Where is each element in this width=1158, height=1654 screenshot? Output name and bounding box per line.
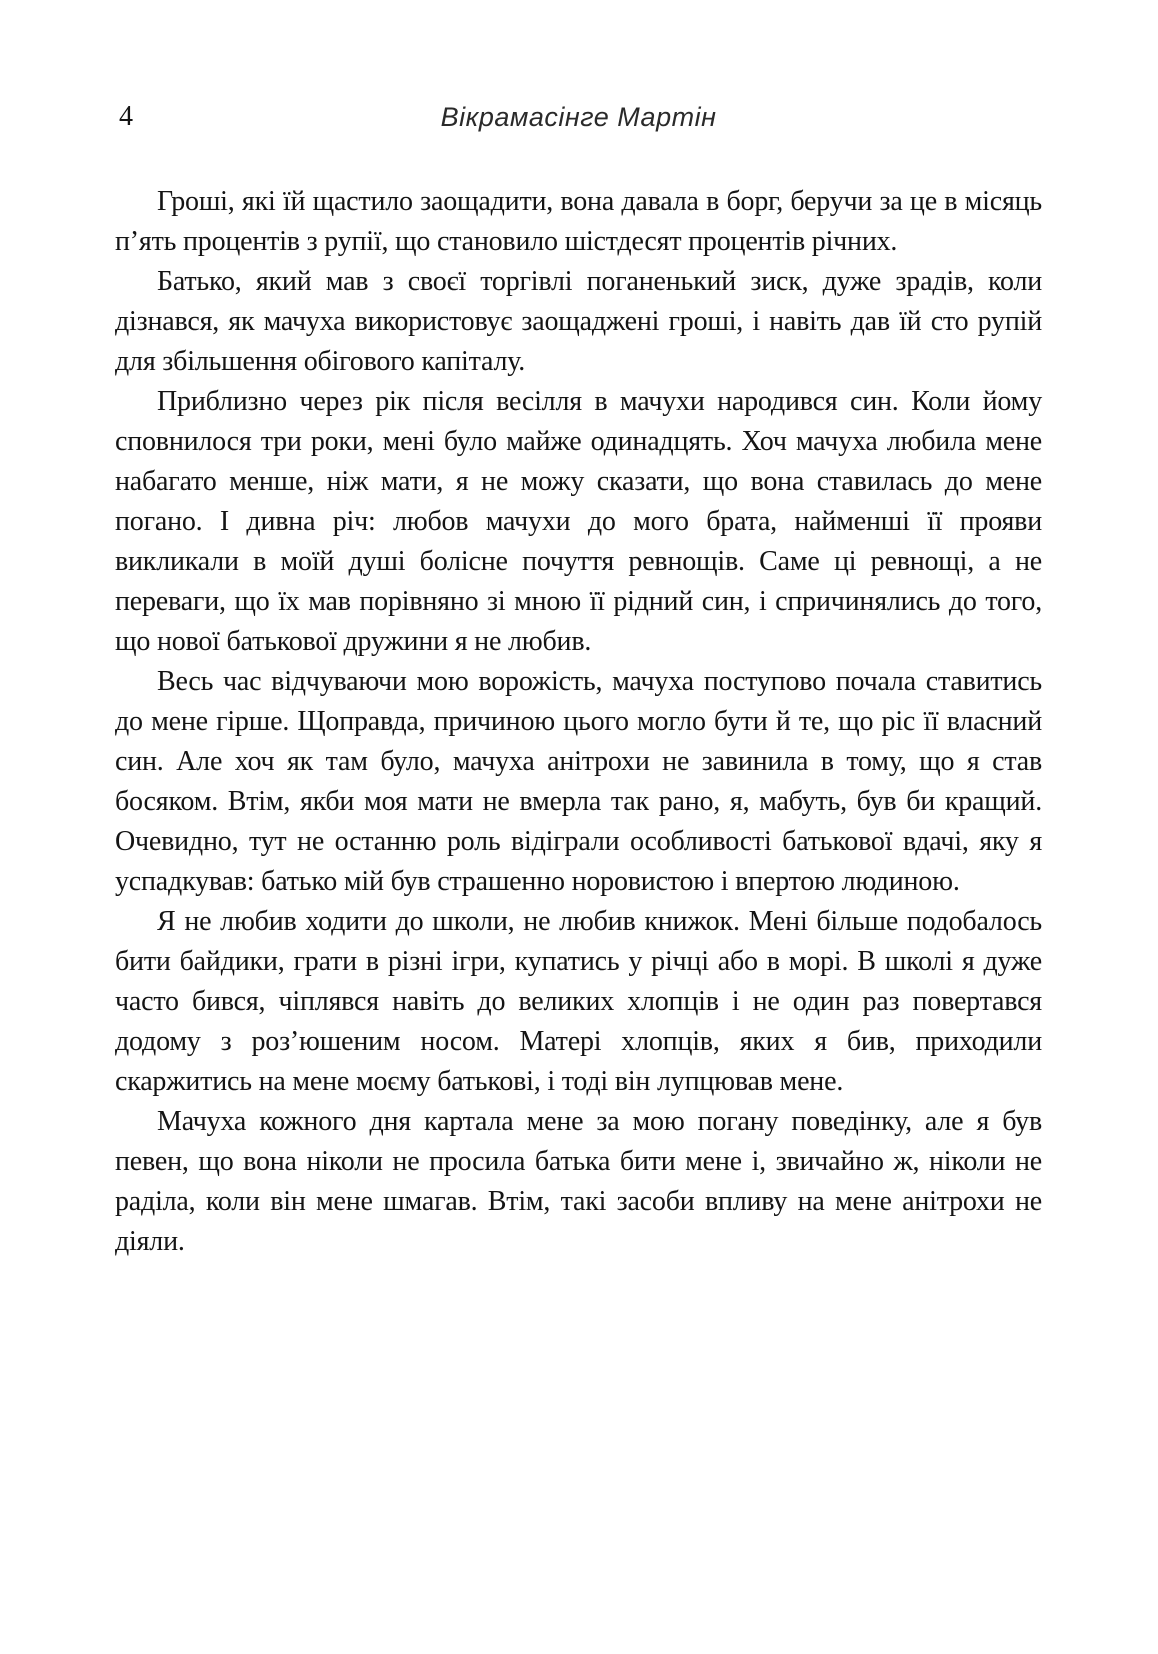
paragraph: Я не любив ходити до школи, не любив книжок. Мені більше подобалось бити байдики, грати в різні ігри, купатись у річці або в морі. В школі я дуже часто бився, чіплявся навіть до великих хлопців і не один раз повертався додому з роз’юшеним носом. Матері хлопців, яких я бив, приходили скаржитись на мене моєму батькові, і тоді він лупцював мене. <box>115 906 1042 1097</box>
page-number: 4 <box>119 101 133 132</box>
paragraph: Мачуха кожного дня картала мене за мою погану поведінку, але я був певен, що вона ніколи не просила батька бити мене і, звичайно ж, ніколи не раділа, коли він мене шмагав. Втім, такі засоби впливу на мене анітрохи не діяли. <box>115 1106 1042 1257</box>
paragraph: Приблизно через рік після весілля в мачухи народився син. Коли йому сповнилося три роки, мені було майже одинадцять. Хоч мачуха любила мене набагато менше, ніж мати, я не можу сказати, що вона ставилась до мене погано. І дивна річ: любов мачухи до мого брата, найменші її прояви викликали в моїй душі болісне почуття ревнощів. Саме ці ревнощі, а не переваги, що їх мав порівняно зі мною її рідний син, і спричинялись до того, що нової батькової дружини я не любив. <box>115 386 1042 657</box>
page-body <box>115 182 1042 1262</box>
paragraph: Гроші, які їй щастило заощадити, вона давала в борг, беручи за це в місяць п’ять процентів з рупії, що становило шістдесят процентів річних. <box>115 186 1042 257</box>
paragraph: Батько, який мав з своєї торгівлі поганенький зиск, дуже зрадів, коли дізнався, як мачуха використовує заощаджені гроші, і навіть дав їй сто рупій для збільшення обігового капіталу. <box>115 266 1042 377</box>
running-header <box>115 98 1042 138</box>
paragraph: Весь час відчуваючи мою ворожість, мачуха поступово почала ставитись до мене гірше. Щоправда, причиною цього могло бути й те, що ріс її власний син. Але хоч як там було, мачуха анітрохи не завинила в тому, що я став босяком. Втім, якби моя мати не вмерла так рано, я, мабуть, був би кращий. Очевидно, тут не останню роль відіграли особливості батькової вдачі, яку я успадкував: батько мій був страшенно норовистою і впертою людиною. <box>115 666 1042 897</box>
running-title: Вікрамасінге Мартін <box>440 102 717 132</box>
